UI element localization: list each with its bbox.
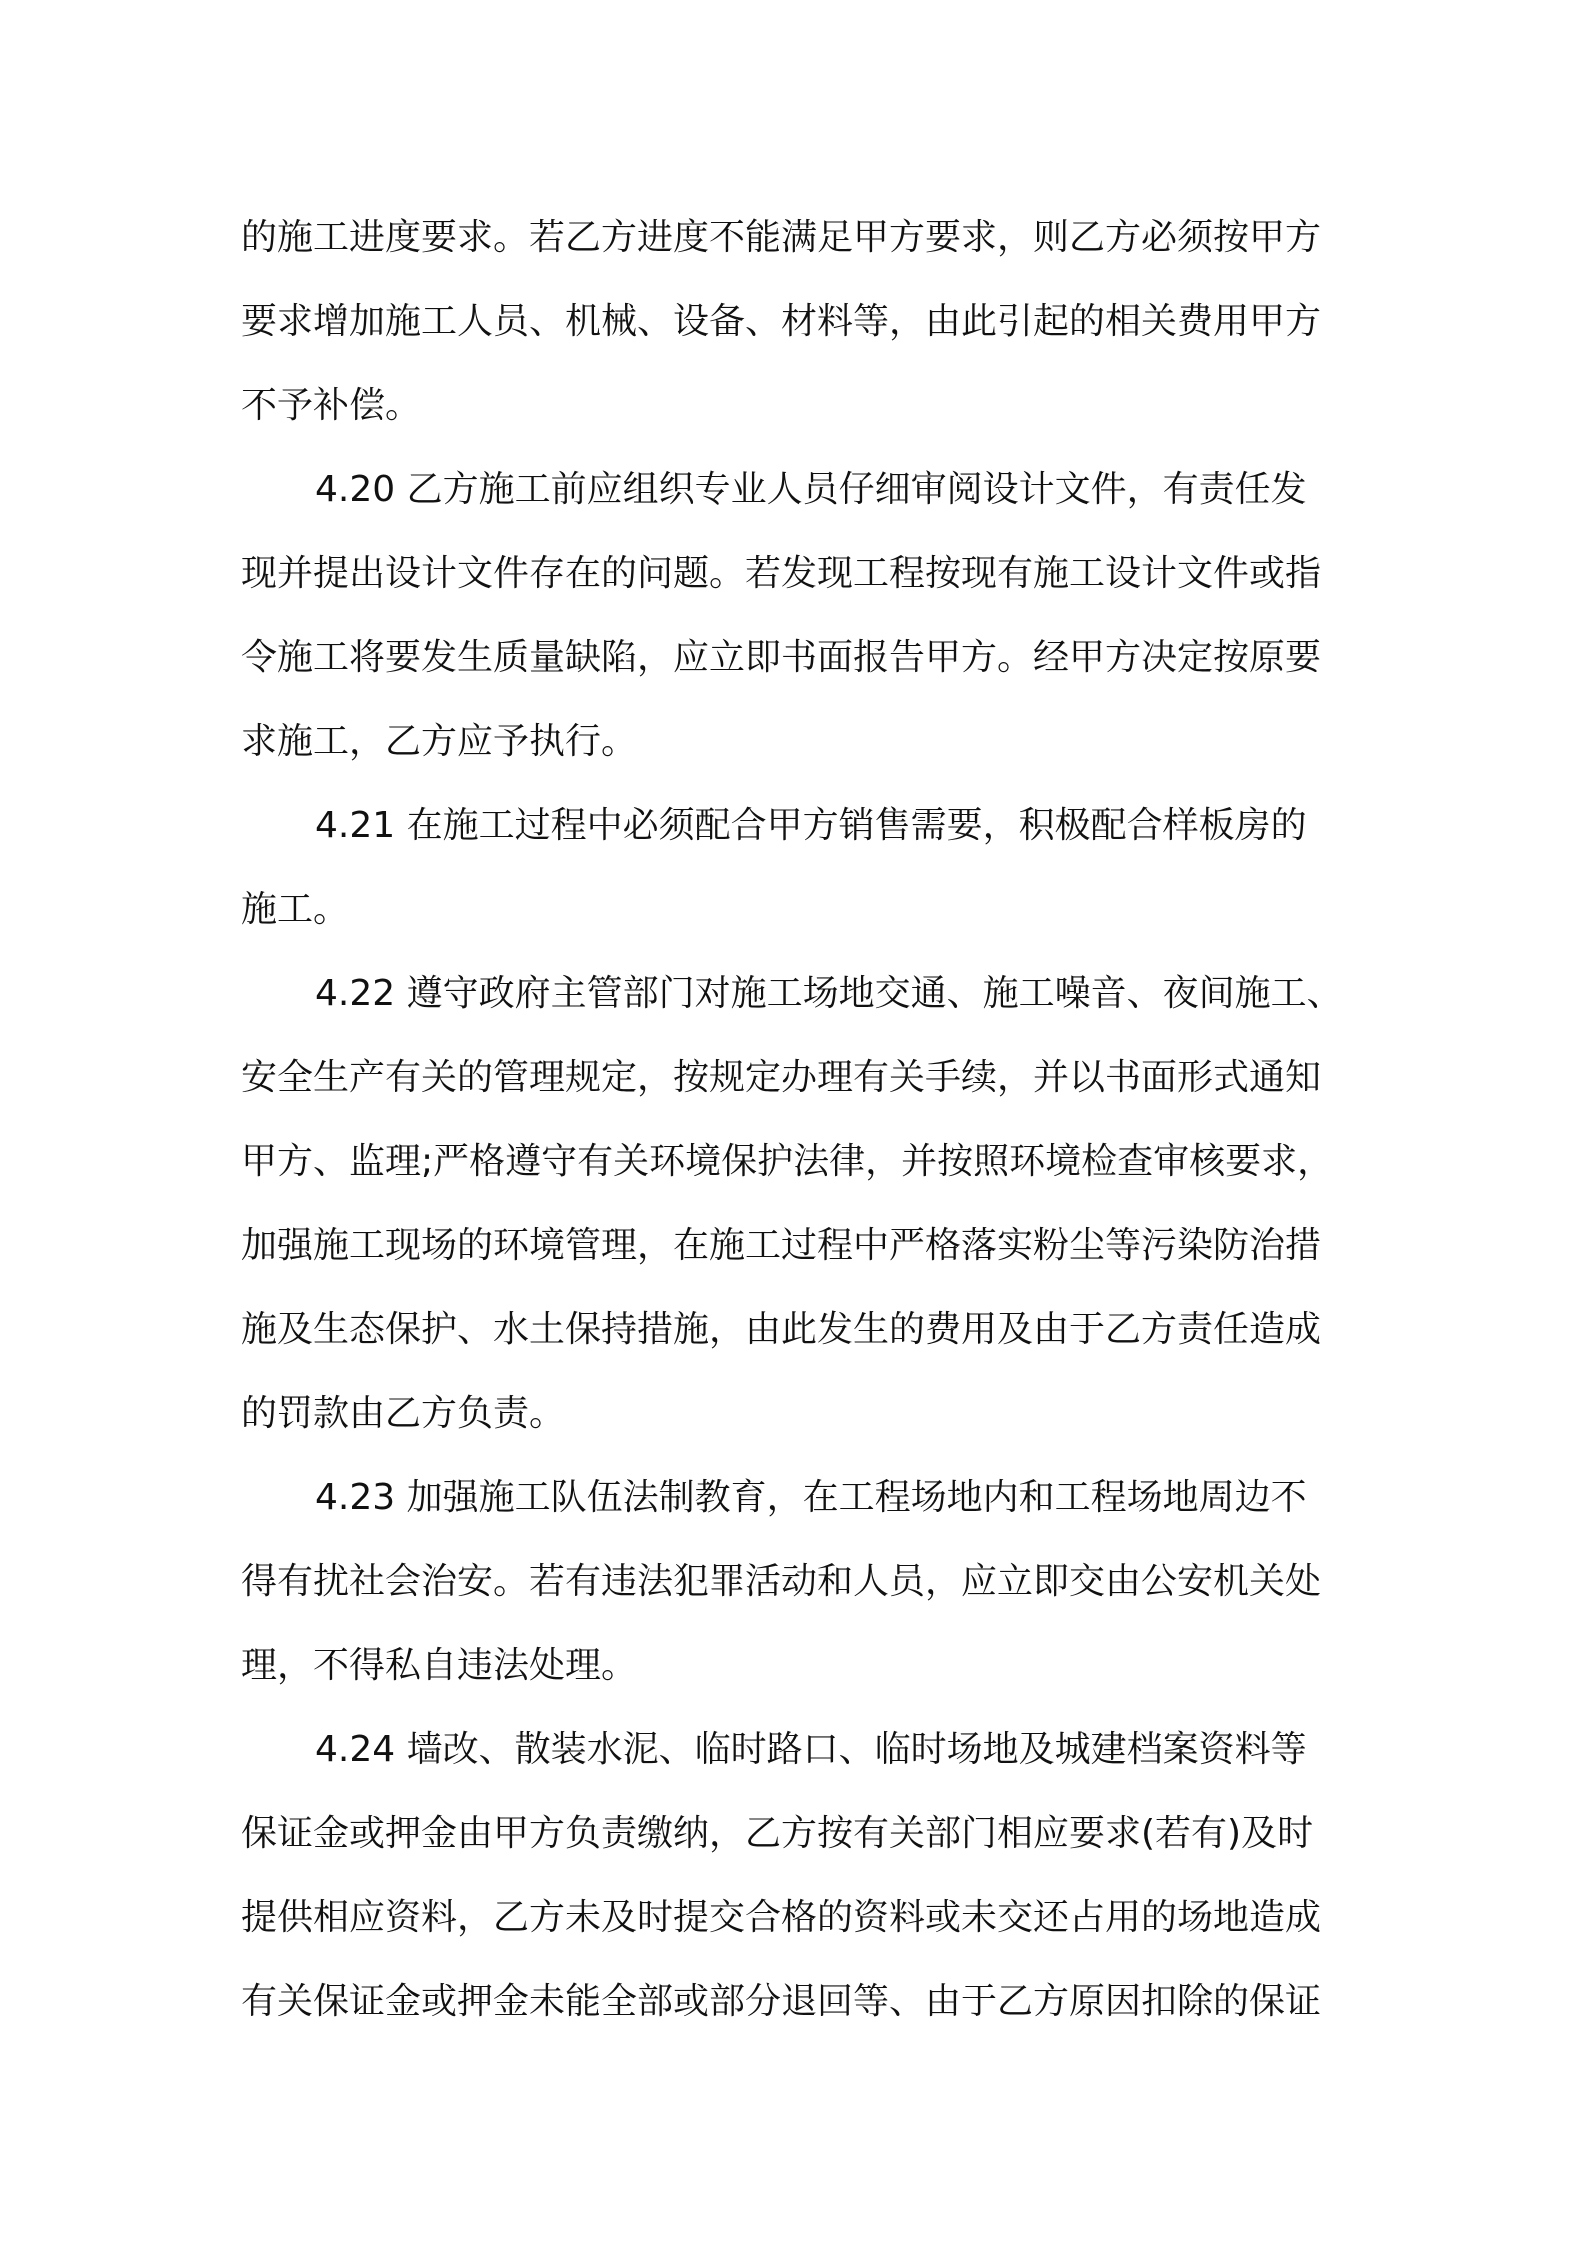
text-line: 甲方、监理;严格遵守有关环境保护法律，并按照环境检查审核要求， <box>241 1141 1334 1182</box>
clause-4-22-heading-line: 4.22 遵守政府主管部门对施工场地交通、施工噪音、夜间施工、 <box>315 973 1343 1014</box>
text-line: 要求增加施工人员、机械、设备、材料等，由此引起的相关费用甲方 <box>241 301 1322 342</box>
text-line: 现并提出设计文件存在的问题。若发现工程按现有施工设计文件或指 <box>241 553 1322 594</box>
text-line: 有关保证金或押金未能全部或部分退回等、由于乙方原因扣除的保证 <box>241 1981 1322 2022</box>
text-line: 的罚款由乙方负责。 <box>241 1393 566 1434</box>
text-line: 的施工进度要求。若乙方进度不能满足甲方要求，则乙方必须按甲方 <box>241 217 1322 258</box>
text-line: 求施工，乙方应予执行。 <box>241 721 638 762</box>
body-text <box>241 196 1356 2044</box>
text-line: 不予补偿。 <box>241 385 422 426</box>
text-line: 得有扰社会治安。若有违法犯罪活动和人员，应立即交由公安机关处 <box>241 1561 1322 1602</box>
clause-4-23-heading-line: 4.23 加强施工队伍法制教育，在工程场地内和工程场地周边不 <box>315 1477 1307 1518</box>
clause-4-24-heading-line: 4.24 墙改、散装水泥、临时路口、临时场地及城建档案资料等 <box>315 1729 1307 1770</box>
text-line: 安全生产有关的管理规定，按规定办理有关手续，并以书面形式通知 <box>241 1057 1322 1098</box>
text-line: 令施工将要发生质量缺陷，应立即书面报告甲方。经甲方决定按原要 <box>241 637 1322 678</box>
text-line: 施及生态保护、水土保持措施，由此发生的费用及由于乙方责任造成 <box>241 1309 1322 1350</box>
text-line: 施工。 <box>241 889 350 930</box>
clause-4-20-heading-line: 4.20 乙方施工前应组织专业人员仔细审阅设计文件，有责任发 <box>315 469 1307 510</box>
text-line: 提供相应资料，乙方未及时提交合格的资料或未交还占用的场地造成 <box>241 1897 1322 1938</box>
text-line: 理，不得私自违法处理。 <box>241 1645 638 1686</box>
text-line: 保证金或押金由甲方负责缴纳，乙方按有关部门相应要求(若有)及时 <box>241 1813 1314 1854</box>
clause-4-21-heading-line: 4.21 在施工过程中必须配合甲方销售需要，积极配合样板房的 <box>315 805 1307 846</box>
text-line: 加强施工现场的环境管理，在施工过程中严格落实粉尘等污染防治措 <box>241 1225 1322 1266</box>
